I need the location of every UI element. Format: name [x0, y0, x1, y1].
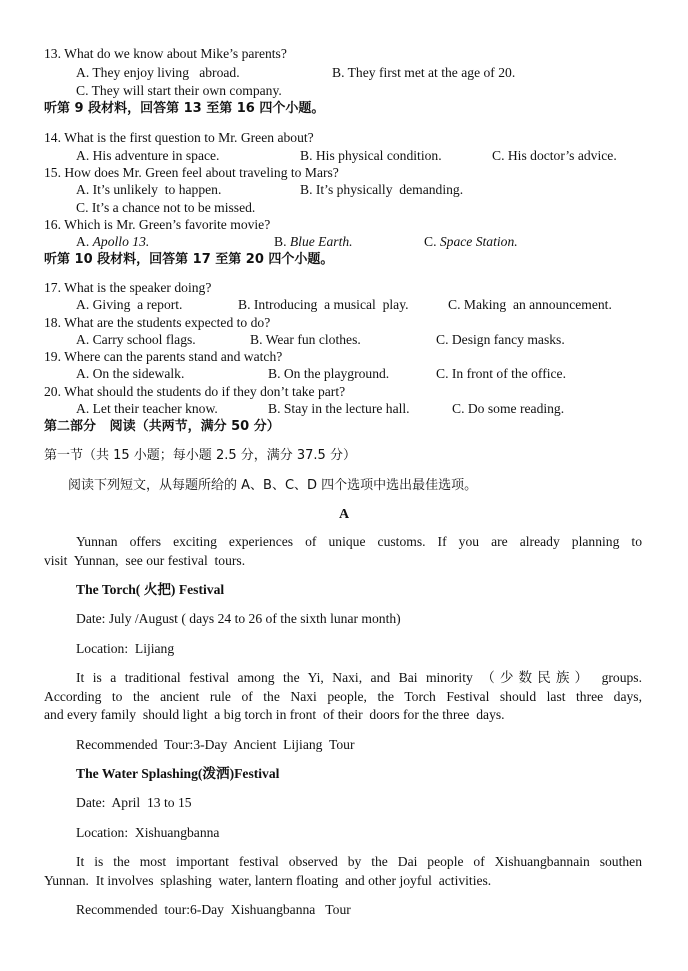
- q16-option-a: A. Apollo 13.: [76, 234, 150, 249]
- water-festival-title: The Water Splashing(泼洒)Festival: [76, 766, 280, 781]
- torch-festival-location: Location: Lijiang: [76, 641, 175, 656]
- section-heading-10: 听第 10 段材料，回答第 17 至第 20 四个小题。: [44, 252, 334, 267]
- intro-line-1: Yunnan offers exciting experiences of unique customs. If you are already planning to: [76, 534, 642, 549]
- water-desc-line-2: Yunnan. It involves splashing water, lantern floating and other joyful activities.: [44, 873, 492, 888]
- q16-option-c: C. Space Station.: [424, 234, 518, 249]
- question-19-stem: 19. Where can the parents stand and watch?: [44, 349, 283, 364]
- q13-option-a: A. They enjoy living abroad.: [76, 65, 240, 80]
- q14-option-a: A. His adventure in space.: [76, 148, 220, 163]
- question-13-stem: 13. What do we know about Mike’s parents?: [44, 46, 287, 61]
- q19-option-a: A. On the sidewalk.: [76, 366, 185, 381]
- q18-option-a: A. Carry school flags.: [76, 332, 196, 347]
- q16-option-c-text: Space Station.: [439, 234, 518, 249]
- q20-option-b: B. Stay in the lecture hall.: [268, 401, 410, 416]
- q15-option-c: C. It’s a chance not to be missed.: [76, 200, 256, 215]
- q17-option-b: B. Introducing a musical play.: [238, 297, 409, 312]
- q20-option-c: C. Do some reading.: [452, 401, 565, 416]
- q16-option-b: B. Blue Earth.: [274, 234, 353, 249]
- q13-option-c: C. They will start their own company.: [76, 83, 282, 98]
- torch-festival-title: The Torch( 火把) Festival: [76, 582, 225, 597]
- question-18-stem: 18. What are the students expected to do?: [44, 315, 271, 330]
- torch-desc-line-1: It is a traditional festival among the Yi, Naxi, and Bai minority （少数民族） groups.: [76, 670, 642, 685]
- passage-label: A: [338, 507, 350, 522]
- q18-option-b: B. Wear fun clothes.: [250, 332, 361, 347]
- q14-option-c: C. His doctor’s advice.: [492, 148, 617, 163]
- q17-option-c: C. Making an announcement.: [448, 297, 612, 312]
- q15-option-a: A. It’s unlikely to happen.: [76, 182, 222, 197]
- q16-option-b-text: Blue Earth.: [289, 234, 353, 249]
- question-16-stem: 16. Which is Mr. Green’s favorite movie?: [44, 217, 271, 232]
- reading-instruction: 阅读下列短文，从每题所给的 A、B、C、D 四个选项中选出最佳选项。: [68, 478, 478, 493]
- water-desc-line-1: It is the most important festival observed by the Dai people of Xishuangbannain southen: [76, 854, 642, 869]
- q17-option-a: A. Giving a report.: [76, 297, 183, 312]
- q13-option-b: B. They first met at the age of 20.: [332, 65, 516, 80]
- water-festival-location: Location: Xishuangbanna: [76, 825, 220, 840]
- q20-option-a: A. Let their teacher know.: [76, 401, 218, 416]
- q19-option-c: C. In front of the office.: [436, 366, 566, 381]
- q16-option-a-text: Apollo 13.: [92, 234, 150, 249]
- torch-festival-date: Date: July /August ( days 24 to 26 of the sixth lunar month): [76, 611, 401, 626]
- question-14-stem: 14. What is the first question to Mr. Green about?: [44, 130, 314, 145]
- torch-recommended-tour: Recommended Tour:3-Day Ancient Lijiang Tour: [76, 737, 355, 752]
- water-festival-date: Date: April 13 to 15: [76, 795, 192, 810]
- question-15-stem: 15. How does Mr. Green feel about traveling to Mars?: [44, 165, 339, 180]
- torch-desc-line-3: and every family should light a big torch in front of their doors for the three days.: [44, 707, 505, 722]
- torch-desc-line-2: According to the ancient rule of the Naxi people, the Torch Festival should last three days,: [44, 689, 642, 704]
- part-two-heading: 第二部分 阅读（共两节，满分 50 分）: [44, 419, 280, 434]
- intro-line-2: visit Yunnan, see our festival tours.: [44, 553, 246, 568]
- q15-option-b: B. It’s physically demanding.: [300, 182, 464, 197]
- question-17-stem: 17. What is the speaker doing?: [44, 280, 212, 295]
- water-recommended-tour: Recommended tour:6-Day Xishuangbanna Tour: [76, 902, 351, 917]
- section-one-heading: 第一节（共 15 小题；每小题 2.5 分，满分 37.5 分）: [44, 448, 356, 463]
- section-heading-9: 听第 9 段材料，回答第 13 至第 16 四个小题。: [44, 101, 325, 116]
- q18-option-c: C. Design fancy masks.: [436, 332, 565, 347]
- q19-option-b: B. On the playground.: [268, 366, 390, 381]
- q14-option-b: B. His physical condition.: [300, 148, 442, 163]
- question-20-stem: 20. What should the students do if they don’t take part?: [44, 384, 346, 399]
